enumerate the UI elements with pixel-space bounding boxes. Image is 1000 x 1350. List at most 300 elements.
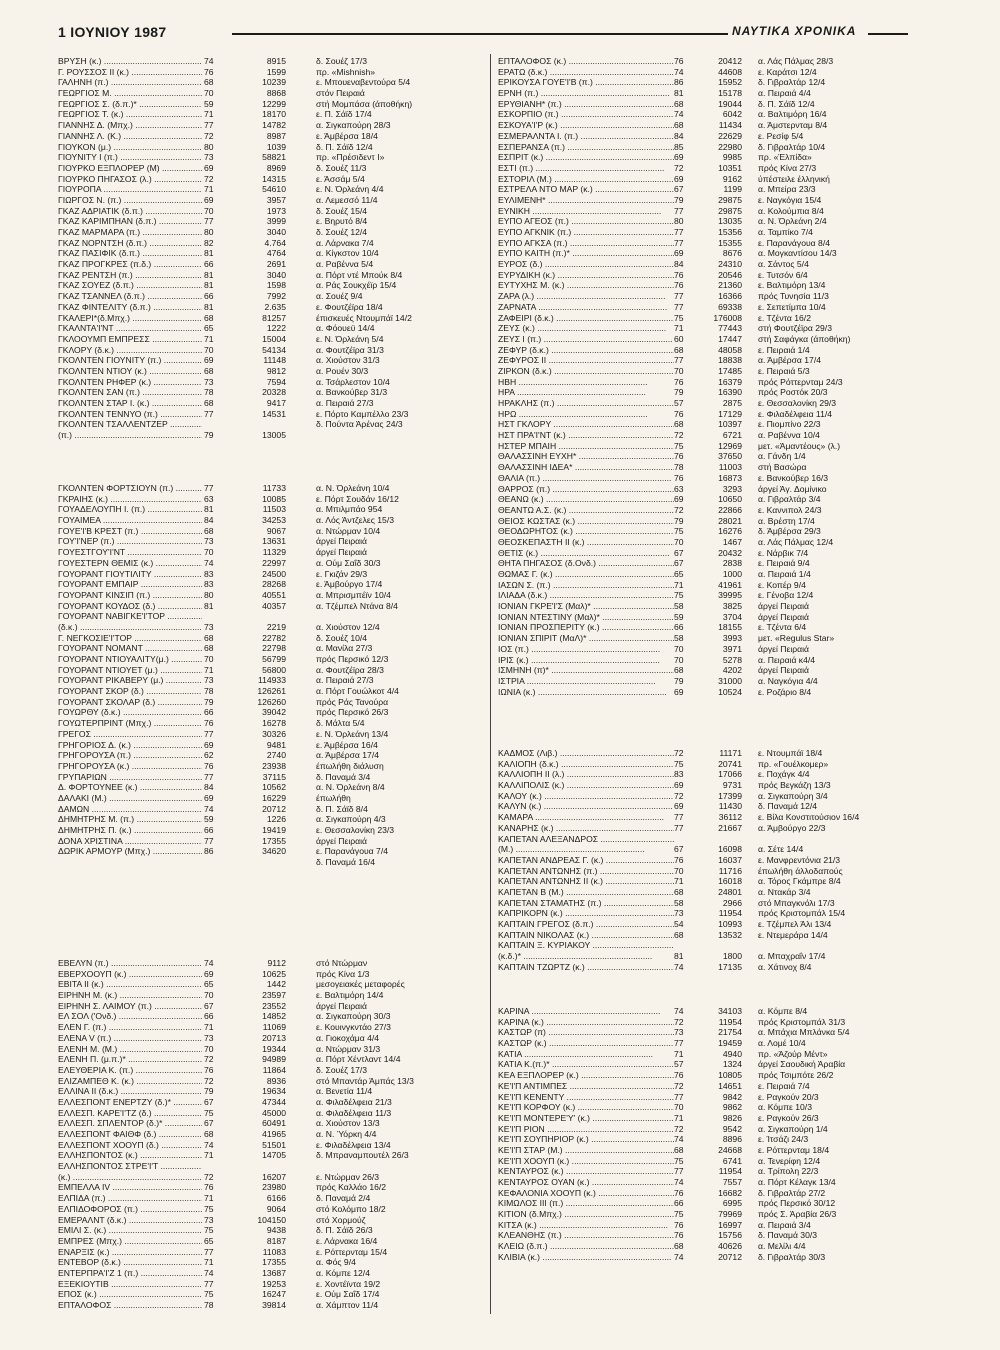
ship-name: ΙΟΝΙΑΝ ΝΤΕΣΤΙΝΥ (Μαλ)* ..... xyxy=(498,612,674,623)
ship-name: ΕΞΕΚΙΟΥΤΙΒ ..... xyxy=(58,1279,202,1290)
ship-row xyxy=(498,1027,918,1038)
ship-name: ΙΣΜΗΝΗ (π)* ..... xyxy=(498,665,674,676)
ship-name: ΓΕΩΡΓΙΟΣ Μ. ..... xyxy=(58,88,202,99)
ship-status: ε. Θεσσαλονίκη 29/3 xyxy=(758,398,837,408)
ship-row xyxy=(58,846,484,857)
ship-row xyxy=(498,644,918,655)
ship-row xyxy=(58,611,484,622)
build-year: 83 xyxy=(204,579,214,590)
ship-row xyxy=(58,643,484,654)
ship-status: α. Μπάχια Μπλάνκα 5/4 xyxy=(758,1027,850,1038)
ship-row xyxy=(498,537,918,548)
ship-name: ΓΚΟΛΝΤΕΝ ΦΟΡΤΣΙΟΥΝ (π.) ..... xyxy=(58,483,202,494)
ship-row xyxy=(58,109,484,120)
ship-row xyxy=(58,291,484,302)
ship-list-block-e-i xyxy=(498,56,918,697)
tonnage: 16873 xyxy=(718,472,742,483)
ship-status: α. Πειραιά 1/4 xyxy=(758,569,811,579)
ship-name: ΚΑΠΤΑΙΝ ΤΖΩΡΤΖ (κ.) ..... xyxy=(498,962,674,973)
ship-row xyxy=(498,1092,918,1103)
ship-name: ΕΒΕΛΥΝ (π.) ..... xyxy=(58,958,202,969)
tonnage: 34253 xyxy=(262,515,286,526)
build-year: 84 xyxy=(204,515,214,526)
ship-status: α. Σουέζ 9/4 xyxy=(316,291,363,302)
ship-status: α. Μπαχραΐν 17/4 xyxy=(758,951,826,962)
ship-row xyxy=(498,655,918,666)
ship-name: ΕΡΙΚΟΥΣΑ ΓΟΥΕ'Ι'Β (π.) ..... xyxy=(498,77,674,88)
build-year: 86 xyxy=(674,77,684,88)
ship-name: ΓΚΑΖ ΠΑΣΙΦΙΚ (δ.π.) ..... xyxy=(58,248,202,259)
ship-row xyxy=(498,898,918,909)
tonnage: 37115 xyxy=(262,771,286,782)
tonnage: 3293 xyxy=(722,483,742,494)
ship-row xyxy=(58,270,484,281)
ship-row xyxy=(498,791,918,802)
ship-status: ε. Κοπέρ 9/4 xyxy=(758,579,806,590)
tonnage: 15952 xyxy=(718,77,742,88)
tonnage: 2691 xyxy=(266,259,286,270)
ship-name: ΖΑΦΕΙΡΙ (δ.κ.) ..... xyxy=(498,313,674,324)
ship-status: δ. Μάλτα 5/4 xyxy=(316,718,365,729)
build-year: 74 xyxy=(204,1139,214,1150)
ship-row xyxy=(58,142,484,153)
ship-row xyxy=(498,206,918,217)
ship-row xyxy=(498,1134,918,1145)
ship-status: δ. Γιβραλτάρ 27/2 xyxy=(758,1187,826,1198)
tonnage: 20712 xyxy=(718,1251,742,1262)
ship-row xyxy=(498,687,918,698)
build-year: 57 xyxy=(674,1059,684,1070)
ship-status: στό Ντώρμαν xyxy=(316,958,368,968)
ship-row xyxy=(498,612,918,623)
ship-row xyxy=(58,163,484,174)
ship-name: ΕΣΚΟΡΠΙΟ (π.) ..... xyxy=(498,109,674,120)
build-year: 70 xyxy=(674,365,684,376)
build-year: 74 xyxy=(674,1251,684,1262)
ship-status: ε. Ντουμπάϊ 18/4 xyxy=(758,748,823,758)
ship-status: ε. Ρόττερνταμ 18/4 xyxy=(758,1144,830,1155)
ship-row xyxy=(498,366,918,377)
build-year: 68 xyxy=(674,98,684,109)
build-year: 66 xyxy=(674,1198,684,1209)
ship-status: ε. Τζέντα 16/2 xyxy=(758,312,811,323)
tonnage: 24801 xyxy=(718,886,742,897)
ship-name: ΕΛΛΗΣΠΟΝΤΟΣ (κ.) ..... xyxy=(58,1150,202,1161)
ship-row xyxy=(58,430,484,441)
ship-status: α. Πόρτ Γουώλκοτ 4/4 xyxy=(316,686,399,697)
build-year: 79 xyxy=(674,387,684,398)
ship-name: ΖΕΦΥΡΟΣ ΙΙ ..... xyxy=(498,355,674,366)
tonnage: 9438 xyxy=(266,1225,286,1236)
ship-row xyxy=(498,484,918,495)
ship-status: ε. Άμβέρσα 16/4 xyxy=(316,739,378,750)
ship-row xyxy=(498,1049,918,1060)
tonnage: 22629 xyxy=(718,130,742,141)
tonnage: 3957 xyxy=(266,194,286,205)
tonnage: 20741 xyxy=(718,758,742,769)
build-year: 77 xyxy=(204,216,214,227)
ship-status: δ. Π. Σάϊδ 12/4 xyxy=(758,98,815,109)
column-divider xyxy=(490,54,491,1314)
tonnage: 2875 xyxy=(722,398,742,408)
ship-name: ΙΩΝΙΑ (κ.) ..... xyxy=(498,687,674,698)
ship-status: στή Φουτζέϊρα 29/3 xyxy=(758,323,832,334)
ship-name: ΓΟΥΟΡΑΝΤ ΡΙΚΑΒΕΡΥ (μ.) ..... xyxy=(58,675,202,686)
ship-status: ε. Πόρτ Σουδάν 16/12 xyxy=(316,493,399,504)
ship-status: α. Μπιλμπάο 954 xyxy=(316,504,383,515)
ship-row xyxy=(58,216,484,227)
build-year: 84 xyxy=(674,259,684,270)
ship-name: (κ.δ.)* ..... xyxy=(498,951,674,962)
ship-status: ε. Χοντέϊντα 19/2 xyxy=(316,1278,381,1289)
ship-row xyxy=(498,505,918,516)
ship-name: ΕΣΜΕΡΑΛΝΤΑ Ι. (π.) ..... xyxy=(498,131,674,142)
build-year: 66 xyxy=(674,622,684,633)
ship-row xyxy=(58,1086,484,1097)
ship-status: πρός Περσικό 26/3 xyxy=(316,707,389,718)
ship-status: α. Ράς Σουκχέϊρ 15/4 xyxy=(316,280,397,291)
ship-name: ΕΛΕΝΑ V (π.) ..... xyxy=(58,1033,202,1044)
ship-name: ΓΟΥΟΡΑΝΤ ΝΟΜΑΝΤ ..... xyxy=(58,643,202,654)
ship-name: ΙΟΣ (π.) ..... xyxy=(498,644,674,655)
tonnage: 13687 xyxy=(262,1267,286,1278)
ship-row xyxy=(58,782,484,793)
build-year: 75 xyxy=(674,590,684,601)
ship-status: α. Άμστερνταμ 8/4 xyxy=(758,120,828,131)
ship-name: ΚΑΠΕΤΑΝ ΑΝΔΡΕΑΣ Γ. (κ.) ..... xyxy=(498,855,674,866)
ship-name: ΕΣΤΙ (π.) ..... xyxy=(498,163,674,174)
build-year: 74 xyxy=(204,803,214,814)
ship-row xyxy=(498,345,918,356)
ship-status: δ. Σουέζ 11/3 xyxy=(316,162,367,173)
ship-name: ΙΑΣΩΝ Σ. (π.) ..... xyxy=(498,580,674,591)
build-year: 77 xyxy=(204,1246,214,1257)
tonnage: 6042 xyxy=(722,109,742,120)
ship-row xyxy=(498,398,918,409)
ship-row xyxy=(498,355,918,366)
ship-status: α. Κολούμπια 8/4 xyxy=(758,205,824,216)
ship-status: ε. Μπουεναβεντούρα 5/4 xyxy=(316,77,411,88)
tonnage: 11083 xyxy=(262,1246,286,1257)
ship-name: ΖΕΥΣ Ι (π.) ..... xyxy=(498,334,674,345)
build-year: 72 xyxy=(674,1016,684,1027)
ship-row xyxy=(58,979,484,990)
ship-row xyxy=(58,665,484,676)
tonnage: 16247 xyxy=(262,1289,286,1300)
ship-row xyxy=(498,558,918,569)
ship-row xyxy=(58,387,484,398)
ship-status: α. Τσάρλεστον 10/4 xyxy=(316,376,390,387)
ship-status: δ. Π. Σάϊδ 26/3 xyxy=(316,1225,373,1236)
ship-name: ΓΙΟΥΝΙΤΥ Ι (π.) ..... xyxy=(58,152,202,163)
build-year: 76 xyxy=(674,854,684,865)
page-header xyxy=(0,0,1000,46)
ship-row xyxy=(498,77,918,88)
tonnage: 11069 xyxy=(262,1022,286,1033)
ship-row xyxy=(498,259,918,270)
ship-row xyxy=(498,748,918,759)
ship-row xyxy=(58,1268,484,1279)
ship-row xyxy=(58,409,484,420)
ship-name: ΚΕ'Ι'Π ΜΟΝΤΕΡΕ'Υ' (κ.) ..... xyxy=(498,1113,674,1124)
tonnage: 79969 xyxy=(718,1209,742,1220)
build-year: 84 xyxy=(674,130,684,141)
ship-status: α. Σιγκαπούρη 28/3 xyxy=(316,120,391,131)
ship-row xyxy=(498,812,918,823)
build-year: 67 xyxy=(674,558,684,569)
ship-row xyxy=(498,195,918,206)
build-year: 76 xyxy=(674,472,684,483)
ship-row xyxy=(498,1198,918,1209)
ship-name: ΚΑΠΡΙΚΟΡΝ (κ.) ..... xyxy=(498,908,674,919)
ship-status: έπωλήθη xyxy=(316,792,351,803)
tonnage: 77443 xyxy=(718,323,742,334)
tonnage: 1039 xyxy=(266,141,286,152)
ship-row xyxy=(498,951,918,962)
ship-row xyxy=(58,697,484,708)
ship-name: ΕΥΠΟ ΑΓΕΟΣ (π.) ..... xyxy=(498,216,674,227)
ship-status: α. Κόμπε 8/4 xyxy=(758,1006,808,1016)
ship-row xyxy=(498,780,918,791)
ship-status: α. Σιγκαπούρη 4/3 xyxy=(316,814,386,825)
ship-status: ε. Καννιπολ 24/3 xyxy=(758,504,822,515)
ship-status: ε. Παρανάγουα 7/4 xyxy=(316,846,388,857)
build-year: 79 xyxy=(204,1086,214,1097)
ship-status: ε. Μανφρεντόνια 21/3 xyxy=(758,854,841,865)
ship-row xyxy=(498,377,918,388)
ship-row xyxy=(498,919,918,930)
ship-row xyxy=(58,654,484,665)
build-year: 66 xyxy=(204,825,214,835)
build-year: 69 xyxy=(204,355,214,366)
ship-status: δ. Μπραναμπουτέλ 26/3 xyxy=(316,1150,409,1161)
ship-status: στή Βασώρα xyxy=(758,462,807,473)
build-year: 74 xyxy=(674,961,684,972)
ship-row xyxy=(498,580,918,591)
build-year: 69 xyxy=(204,162,214,173)
ship-row xyxy=(498,216,918,227)
ship-name: ΓΚΛΟΡΥ (δ.κ.) ..... xyxy=(58,345,202,356)
tonnage: 11716 xyxy=(718,865,742,876)
ship-status: α. Άμβέρσα 17/4 xyxy=(316,750,380,761)
tonnage: 11503 xyxy=(262,504,286,515)
build-year: 65 xyxy=(204,979,214,990)
ship-name: ΓΡΥΠΑΡΙΩΝ ..... xyxy=(58,772,202,783)
tonnage: 114933 xyxy=(257,675,286,686)
ship-status: α. Χάτινοχ 8/4 xyxy=(758,961,812,972)
ship-name: ΕΥΤΥΧΗΣ Μ. (κ.) ..... xyxy=(498,280,674,291)
ship-status: α. Σέτε 14/4 xyxy=(758,844,804,855)
build-year: 73 xyxy=(204,675,214,686)
ship-name: ΓΟΥΟΡΑΝΤ ΝΤΙΟΥΕΤ (μ.) ..... xyxy=(58,665,202,676)
ship-name: ΚΑΛΙΟΠΗ (δ.κ.) ..... xyxy=(498,759,674,770)
build-year: 72 xyxy=(204,1075,214,1086)
ship-row xyxy=(498,473,918,484)
build-year: 77 xyxy=(674,205,684,216)
build-year: 63 xyxy=(204,493,214,504)
build-year: 70 xyxy=(204,344,214,355)
tonnage: 22997 xyxy=(262,557,286,568)
ship-row xyxy=(58,1257,484,1268)
tonnage: 15004 xyxy=(262,333,286,344)
tonnage: 11954 xyxy=(718,1016,742,1027)
ship-name: ΕΜΕΡΑΛΝΤ (δ.κ.) ..... xyxy=(58,1215,202,1226)
ship-name: ΕΛΛΕΣΠ. ΣΠΛΕΝΤΟΡ (δ.)* ..... xyxy=(58,1118,202,1129)
tonnage: 58821 xyxy=(262,152,286,163)
ship-status: δ. Παναμά 3/4 xyxy=(316,771,371,782)
ship-status: α. Άμβέρσα 17/4 xyxy=(758,355,822,366)
ship-name: ΚΑΠΤΑΙΝ Ξ. ΚΥΡΙΑΚΟΥ ..... xyxy=(498,940,674,951)
ship-row xyxy=(58,718,484,729)
ship-row xyxy=(498,451,918,462)
ship-status: ε. Φουτζέϊρα 18/4 xyxy=(316,301,383,312)
ship-row xyxy=(58,814,484,825)
ship-name: ΚΑΠΤΑΙΝ ΝΙΚΟΛΑΣ (κ.) ..... xyxy=(498,930,674,941)
build-year: 67 xyxy=(204,1000,214,1011)
ship-status: πρ. «Έλπίδα» xyxy=(758,152,812,163)
build-year: 69 xyxy=(204,968,214,979)
ship-row xyxy=(58,419,484,430)
tonnage: 56800 xyxy=(262,664,286,675)
ship-status: α. Πειραιά 27/3 xyxy=(316,675,374,686)
tonnage: 11329 xyxy=(262,547,286,558)
tonnage: 30326 xyxy=(262,728,286,739)
build-year: 71 xyxy=(204,664,214,675)
ship-status: ε. Τυτσόν 6/4 xyxy=(758,269,808,280)
ship-row xyxy=(58,238,484,249)
build-year: 81 xyxy=(204,600,214,611)
ship-row xyxy=(58,825,484,836)
tonnage: 8969 xyxy=(266,162,286,173)
ship-row xyxy=(498,876,918,887)
ship-status: α. Ούμ Σαΐδ 30/3 xyxy=(316,557,381,568)
ship-status: άργεί Σαουδική Άραβία xyxy=(758,1059,846,1070)
tonnage: 3040 xyxy=(266,269,286,280)
ship-name: ΙΡΙΣ (κ.) ..... xyxy=(498,655,674,666)
ship-row xyxy=(58,515,484,526)
ship-name: ΕΜΠΡΕΣ (Μπχ.) ..... xyxy=(58,1236,202,1247)
ship-row xyxy=(58,131,484,142)
ship-name: ΕΜΠΕΛΛΑ ΙV ..... xyxy=(58,1182,202,1193)
build-year: 74 xyxy=(674,1134,684,1145)
ship-name: ΙΟΝΙΑΝ ΠΡΟΣΠΕΡΙΤΥ (κ.) ..... xyxy=(498,622,674,633)
ship-row xyxy=(58,558,484,569)
ship-name: ΖΑΡΑ (λ.) ..... xyxy=(498,291,674,302)
tonnage: 41965 xyxy=(262,1129,286,1139)
build-year: 70 xyxy=(204,205,214,216)
ship-status: α. Σιγκαπούρη 30/3 xyxy=(316,1011,391,1022)
build-year: 71 xyxy=(674,1112,684,1123)
build-year: 76 xyxy=(674,1070,684,1081)
ship-status: α. Βανκούβερ 31/3 xyxy=(316,387,388,398)
build-year: 72 xyxy=(674,790,684,801)
build-year: 75 xyxy=(674,526,684,537)
tonnage: 10993 xyxy=(718,919,742,929)
ship-name: ΚΙΜΩΛΟΣ ΙΙΙ (π.) ..... xyxy=(498,1198,674,1209)
build-year: 71 xyxy=(674,579,684,590)
ship-status: δ. Γιβραλτάρ 12/4 xyxy=(758,77,826,88)
ship-row xyxy=(498,1220,918,1231)
build-year: 71 xyxy=(674,876,684,887)
ship-row xyxy=(498,665,918,676)
ship-name: ΓΕΩΡΓΙΟΣ Σ. (δ.π.)* ..... xyxy=(58,99,202,110)
ship-name: ΚΙΤΙΟΝ (δ.Μπχ.) ..... xyxy=(498,1209,674,1220)
ship-status: ε. Βηρυτό 8/4 xyxy=(316,216,368,227)
tonnage: 9112 xyxy=(267,958,286,968)
ship-name: ΕΥΝΙΚΗ ..... xyxy=(498,206,674,217)
ship-name: ΓΟΥΩΡΘΥ (δ.κ.) ..... xyxy=(58,707,202,718)
tonnage: 2219 xyxy=(266,621,286,632)
tonnage: 16018 xyxy=(718,876,742,887)
tonnage: 1800 xyxy=(722,951,742,962)
tonnage: 11864 xyxy=(262,1064,286,1075)
tonnage: 4.764 xyxy=(264,237,286,248)
ship-name: ΓΚΟΛΝΤΕΝ ΣΤΑΡ Ι. (κ.) ..... xyxy=(58,398,202,409)
tonnage: 8187 xyxy=(266,1235,286,1246)
ship-row xyxy=(498,270,918,281)
tonnage: 39995 xyxy=(718,590,742,601)
ship-row xyxy=(498,855,918,866)
tonnage: 24500 xyxy=(262,568,286,579)
ship-status: α. Ναγκόγια 4/4 xyxy=(758,675,818,686)
ship-name: ΕΛΕΝΗ Π. (μ.π.)* ..... xyxy=(58,1054,202,1065)
build-year: 68 xyxy=(674,665,684,676)
build-year: 81 xyxy=(204,269,214,280)
build-year: 54 xyxy=(674,919,684,929)
ship-status: δ. Π. Σάϊδ 8/4 xyxy=(316,803,368,814)
ship-status: δ. Παναμά 30/3 xyxy=(758,1230,818,1241)
ship-status: δ. Σουέζ 10/4 xyxy=(316,632,368,643)
ship-row xyxy=(58,1289,484,1300)
ship-name: ΘΑΡΡΟΣ (π.) ..... xyxy=(498,484,674,495)
ship-row xyxy=(58,1044,484,1055)
ship-name: ΓΚΑΖ ΠΡΟΓΚΡΕΣ (π.δ.) ..... xyxy=(58,259,202,270)
tonnage: 54610 xyxy=(262,184,286,195)
ship-row xyxy=(58,579,484,590)
tonnage: 1599 xyxy=(266,66,286,77)
ship-row xyxy=(498,313,918,324)
ship-row xyxy=(498,409,918,420)
ship-row xyxy=(58,152,484,163)
ship-name: ΚΑΤΙΑ Κ.(π.)* ..... xyxy=(498,1059,674,1070)
ship-name: ΕΥΠΟ ΑΓΚΣΑ (π.) ..... xyxy=(498,238,674,249)
ship-row xyxy=(498,462,918,473)
tonnage: 15178 xyxy=(718,88,742,99)
ship-status: α. Μπρισμπέϊν 10/4 xyxy=(316,589,391,600)
ship-status: ε. Ντώρμαν 26/3 xyxy=(316,1171,380,1182)
build-year: 77 xyxy=(204,120,214,131)
ship-name: ΘΑΛΙΑ (π.) ..... xyxy=(498,473,674,484)
ship-status: α. Λός Άντζελες 15/3 xyxy=(316,515,394,526)
ship-row xyxy=(58,302,484,313)
build-year: 69 xyxy=(204,739,214,750)
ship-name: ΔΗΜΗΤΡΗΣ Π. (κ.) ..... xyxy=(58,825,202,836)
tonnage: 10085 xyxy=(262,493,286,504)
build-year: 77 xyxy=(204,728,214,739)
tonnage: 3825 xyxy=(722,601,742,612)
tonnage: 1442 xyxy=(266,979,286,990)
build-year: 77 xyxy=(674,301,684,312)
ship-name: ΗΣΤΕΡ ΜΠΑΙΗ ..... xyxy=(498,441,674,452)
tonnage: 19344 xyxy=(262,1043,286,1054)
ship-row xyxy=(498,1081,918,1092)
ship-status: α. Μογκαντίσου 14/3 xyxy=(758,248,837,259)
ship-name: ΚΑΡΙΝΑ (κ.) ..... xyxy=(498,1017,674,1028)
ship-status: δ. Π. Σάϊδ 12/4 xyxy=(316,141,373,152)
build-year: 74 xyxy=(674,1177,684,1187)
ship-name: ΕΠΤΑΛΟΦΟΣ (κ.) ..... xyxy=(498,56,674,67)
build-year: 70 xyxy=(204,88,214,99)
